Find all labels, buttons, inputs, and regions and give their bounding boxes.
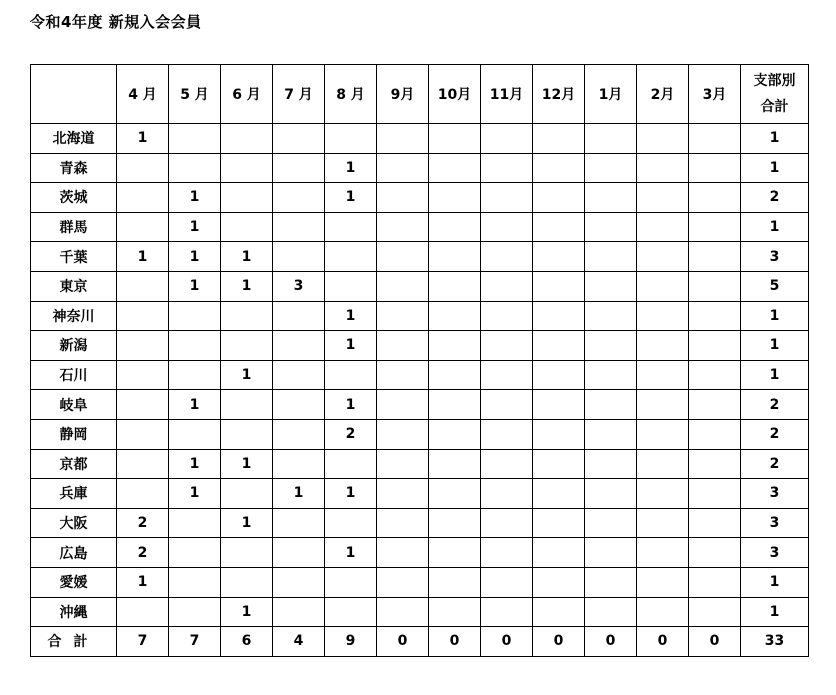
count-cell [429,212,481,242]
count-cell [585,301,637,331]
count-cell [429,360,481,390]
count-cell: 1 [221,449,273,479]
month-total-cell: 0 [377,627,429,657]
prefecture-cell: 北海道 [31,124,117,154]
count-cell [377,567,429,597]
count-cell [637,597,689,627]
count-cell: 1 [325,301,377,331]
count-cell [221,301,273,331]
count-cell [377,449,429,479]
count-cell [221,538,273,568]
count-cell: 1 [169,449,221,479]
count-cell [481,331,533,361]
count-cell [689,567,741,597]
count-cell [689,124,741,154]
table-header [31,65,809,124]
grand-total-value: 33 [741,627,809,657]
count-cell [533,567,585,597]
count-cell [481,271,533,301]
count-cell [325,567,377,597]
count-cell [533,479,585,509]
branch-total-cell: 1 [741,124,809,154]
count-cell [585,567,637,597]
count-cell [273,360,325,390]
branch-total-cell: 3 [741,479,809,509]
branch-total-cell: 3 [741,538,809,568]
count-cell [273,538,325,568]
count-cell [377,390,429,420]
grand-total-row [31,627,809,657]
count-cell [481,124,533,154]
prefecture-cell: 新潟 [31,331,117,361]
count-cell: 1 [325,183,377,213]
count-cell [429,242,481,272]
count-cell [533,301,585,331]
count-cell [377,212,429,242]
count-cell [117,360,169,390]
count-cell [325,242,377,272]
table-row [31,390,809,420]
count-cell: 1 [221,242,273,272]
count-cell [429,124,481,154]
count-cell [533,242,585,272]
month-total-cell: 7 [117,627,169,657]
table-row [31,479,809,509]
month-header: 7 月 [273,65,325,124]
branch-total-cell: 3 [741,242,809,272]
count-cell [117,597,169,627]
branch-total-cell: 1 [741,153,809,183]
month-header: 10月 [429,65,481,124]
count-cell [221,331,273,361]
count-cell [325,360,377,390]
count-cell [169,508,221,538]
header-row [31,65,809,124]
count-cell [481,597,533,627]
month-header: 3月 [689,65,741,124]
prefecture-cell: 茨城 [31,183,117,213]
prefecture-cell: 兵庫 [31,479,117,509]
month-header: 12月 [533,65,585,124]
prefecture-cell: 千葉 [31,242,117,272]
count-cell [533,360,585,390]
count-cell [689,419,741,449]
count-cell [585,419,637,449]
count-cell [273,449,325,479]
prefecture-cell: 愛媛 [31,567,117,597]
month-header: 5 月 [169,65,221,124]
prefecture-cell: 広島 [31,538,117,568]
month-header: 11月 [481,65,533,124]
count-cell [689,538,741,568]
count-cell [429,538,481,568]
count-cell [689,212,741,242]
count-cell [481,183,533,213]
month-total-cell: 0 [637,627,689,657]
count-cell: 1 [117,124,169,154]
count-cell [585,538,637,568]
count-cell [117,212,169,242]
count-cell [377,360,429,390]
count-cell [637,390,689,420]
count-cell [325,271,377,301]
count-cell [325,449,377,479]
count-cell [117,479,169,509]
count-cell [117,271,169,301]
count-cell [533,153,585,183]
branch-total-header-line1: 支部別 [753,73,796,89]
new-members-table [30,64,809,657]
count-cell [377,538,429,568]
count-cell [689,183,741,213]
count-cell: 1 [169,390,221,420]
count-cell [221,183,273,213]
prefecture-cell: 京都 [31,449,117,479]
count-cell [221,567,273,597]
branch-total-cell: 1 [741,212,809,242]
month-header: 8 月 [325,65,377,124]
count-cell [169,538,221,568]
count-cell [377,271,429,301]
count-cell [533,124,585,154]
count-cell: 1 [221,360,273,390]
count-cell [429,567,481,597]
branch-total-cell: 2 [741,449,809,479]
count-cell [637,301,689,331]
table-row [31,212,809,242]
count-cell [533,183,585,213]
count-cell [117,183,169,213]
branch-total-header [741,65,809,124]
count-cell [377,419,429,449]
count-cell [585,449,637,479]
count-cell [637,449,689,479]
count-cell: 1 [117,567,169,597]
count-cell [169,419,221,449]
count-cell [273,183,325,213]
branch-total-cell: 1 [741,597,809,627]
count-cell [377,331,429,361]
count-cell [533,419,585,449]
table-body [31,124,809,657]
count-cell [221,153,273,183]
count-cell [429,597,481,627]
count-cell [117,153,169,183]
count-cell [481,419,533,449]
count-cell [585,212,637,242]
count-cell [117,419,169,449]
count-cell [689,390,741,420]
count-cell: 1 [273,479,325,509]
table-row [31,271,809,301]
count-cell: 1 [169,212,221,242]
branch-total-cell: 1 [741,360,809,390]
count-cell [221,212,273,242]
count-cell [689,331,741,361]
count-cell [429,183,481,213]
table-row [31,301,809,331]
count-cell [429,271,481,301]
count-cell: 3 [273,271,325,301]
prefecture-cell: 群馬 [31,212,117,242]
count-cell [429,390,481,420]
count-cell [325,508,377,538]
count-cell [637,242,689,272]
count-cell [481,538,533,568]
count-cell: 1 [325,331,377,361]
prefecture-cell: 静岡 [31,419,117,449]
table-row [31,449,809,479]
count-cell [377,597,429,627]
count-cell [117,449,169,479]
month-total-cell: 0 [429,627,481,657]
count-cell [533,538,585,568]
count-cell [481,360,533,390]
count-cell [325,124,377,154]
count-cell [169,597,221,627]
count-cell: 1 [169,242,221,272]
table-row [31,508,809,538]
count-cell: 1 [221,271,273,301]
count-cell [429,508,481,538]
count-cell [689,242,741,272]
count-cell [533,271,585,301]
count-cell [585,479,637,509]
month-total-cell: 0 [585,627,637,657]
count-cell [585,390,637,420]
count-cell [637,271,689,301]
count-cell [273,153,325,183]
count-cell [169,153,221,183]
count-cell [689,479,741,509]
count-cell: 1 [325,153,377,183]
count-cell [481,153,533,183]
count-cell [429,153,481,183]
branch-total-cell: 2 [741,183,809,213]
month-header: 9月 [377,65,429,124]
table-row [31,242,809,272]
count-cell [273,331,325,361]
month-total-cell: 0 [481,627,533,657]
count-cell [637,212,689,242]
branch-total-header-line2: 合計 [760,99,789,115]
count-cell [689,449,741,479]
count-cell: 1 [325,538,377,568]
count-cell: 1 [169,183,221,213]
count-cell [585,242,637,272]
count-cell [221,390,273,420]
count-cell [585,153,637,183]
count-cell [637,567,689,597]
count-cell [481,479,533,509]
count-cell: 2 [117,508,169,538]
count-cell [273,124,325,154]
month-header: 6 月 [221,65,273,124]
month-total-cell: 4 [273,627,325,657]
count-cell [637,479,689,509]
count-cell [273,597,325,627]
count-cell: 1 [117,242,169,272]
count-cell [689,153,741,183]
count-cell [377,508,429,538]
count-cell [585,331,637,361]
count-cell [221,479,273,509]
count-cell [117,331,169,361]
month-total-cell: 9 [325,627,377,657]
count-cell [689,597,741,627]
count-cell [637,331,689,361]
count-cell [481,449,533,479]
branch-total-cell: 2 [741,419,809,449]
count-cell [221,419,273,449]
branch-total-cell: 3 [741,508,809,538]
count-cell [481,508,533,538]
table-row [31,153,809,183]
count-cell [325,212,377,242]
count-cell [585,360,637,390]
count-cell [429,301,481,331]
count-cell [481,301,533,331]
count-cell: 2 [325,419,377,449]
count-cell [273,508,325,538]
table-row [31,124,809,154]
count-cell [585,597,637,627]
count-cell [689,271,741,301]
table-row [31,567,809,597]
count-cell [377,153,429,183]
count-cell [169,360,221,390]
prefecture-cell: 大阪 [31,508,117,538]
count-cell [429,479,481,509]
table-row [31,419,809,449]
header-corner-cell [31,65,117,124]
count-cell [117,301,169,331]
count-cell [585,124,637,154]
count-cell [689,301,741,331]
table-row [31,360,809,390]
month-total-cell: 0 [689,627,741,657]
count-cell [481,212,533,242]
count-cell [637,360,689,390]
count-cell [481,567,533,597]
count-cell [533,449,585,479]
table-row [31,183,809,213]
count-cell [533,390,585,420]
table-row [31,538,809,568]
count-cell [429,419,481,449]
page-title: 令和4年度 新規入会会員 [30,13,202,31]
branch-total-cell: 5 [741,271,809,301]
count-cell [689,360,741,390]
count-cell [117,390,169,420]
count-cell [533,331,585,361]
table-row [31,597,809,627]
month-total-cell: 6 [221,627,273,657]
count-cell [533,508,585,538]
count-cell: 1 [221,597,273,627]
prefecture-cell: 石川 [31,360,117,390]
month-header: 1月 [585,65,637,124]
month-total-cell: 7 [169,627,221,657]
count-cell [377,479,429,509]
count-cell [585,271,637,301]
month-header: 2月 [637,65,689,124]
branch-total-cell: 1 [741,301,809,331]
branch-total-cell: 1 [741,331,809,361]
count-cell [169,301,221,331]
count-cell [481,242,533,272]
count-cell [481,390,533,420]
count-cell [273,242,325,272]
count-cell [637,153,689,183]
count-cell [533,597,585,627]
month-header: 4 月 [117,65,169,124]
count-cell [169,331,221,361]
count-cell [637,508,689,538]
count-cell [169,124,221,154]
count-cell [377,242,429,272]
count-cell [585,508,637,538]
table-row [31,331,809,361]
count-cell: 1 [325,479,377,509]
count-cell [377,183,429,213]
count-cell [689,508,741,538]
count-cell [377,124,429,154]
count-cell: 1 [325,390,377,420]
count-cell [169,567,221,597]
count-cell [273,419,325,449]
count-cell [533,212,585,242]
prefecture-cell: 沖縄 [31,597,117,627]
prefecture-cell: 神奈川 [31,301,117,331]
count-cell: 2 [117,538,169,568]
count-cell: 1 [169,271,221,301]
count-cell [637,124,689,154]
count-cell [585,183,637,213]
grand-total-label: 合計 [31,627,117,657]
prefecture-cell: 岐阜 [31,390,117,420]
count-cell [377,301,429,331]
prefecture-cell: 東京 [31,271,117,301]
branch-total-cell: 2 [741,390,809,420]
count-cell [273,301,325,331]
count-cell [325,597,377,627]
count-cell [429,449,481,479]
prefecture-cell: 青森 [31,153,117,183]
count-cell [637,183,689,213]
count-cell [273,390,325,420]
month-total-cell: 0 [533,627,585,657]
count-cell [273,212,325,242]
count-cell [221,124,273,154]
count-cell [637,538,689,568]
count-cell: 1 [169,479,221,509]
count-cell [273,567,325,597]
count-cell [637,419,689,449]
branch-total-cell: 1 [741,567,809,597]
count-cell [429,331,481,361]
count-cell: 1 [221,508,273,538]
